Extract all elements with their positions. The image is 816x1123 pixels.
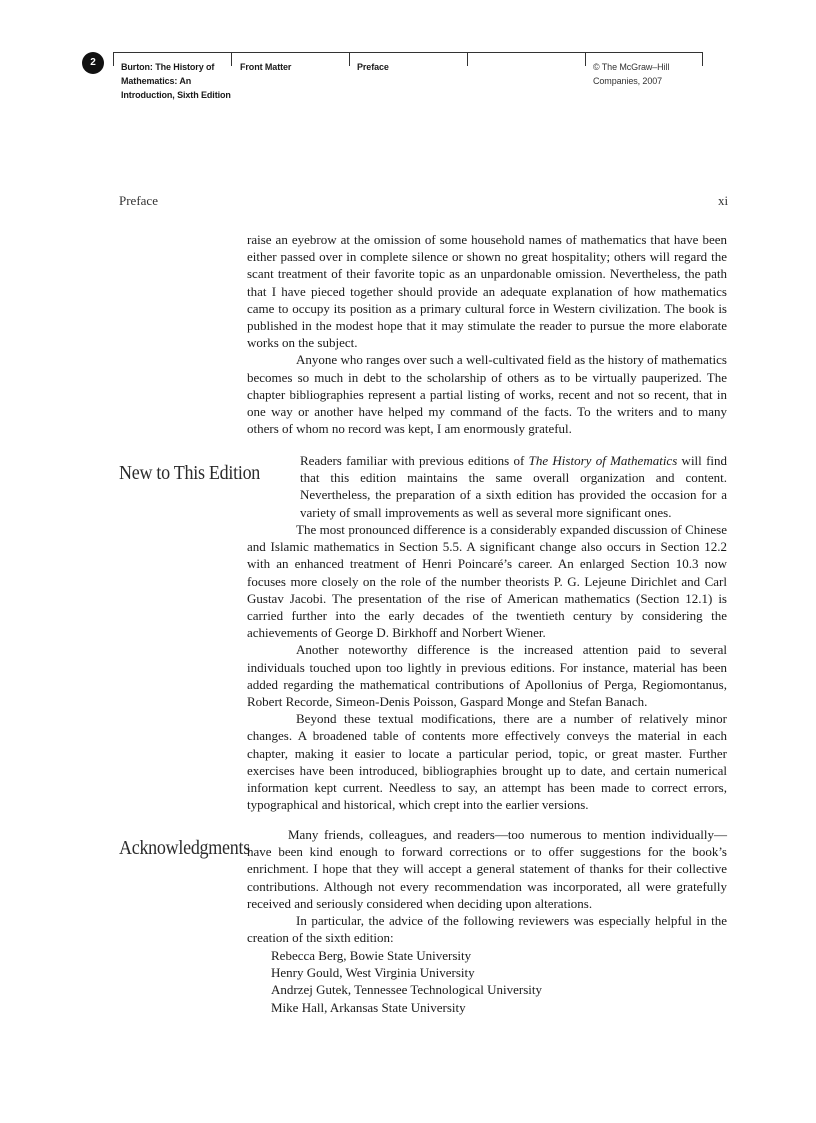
new-edition-lead <box>300 452 727 521</box>
section-heading-acknowledgments: Acknowledgments <box>119 837 250 859</box>
paragraph: Many friends, colleagues, and readers—too numerous to mention individually—have been kind enough to forward corrections or to offer suggestions for the book’s enrichment. I hope that they will accept a general statement of thanks for their collective contributions. Although not every recommendation was incorporated, all were gratefully received and seriously considered when deciding upon alterations. <box>247 827 727 911</box>
paragraph: In particular, the advice of the following reviewers was especially helpful in the creation of the sixth edition: <box>247 913 727 946</box>
paragraph: raise an eyebrow at the omission of some household names of mathematics that have been either passed over in complete silence or shown no great hospitality; others will regard the scant treatment of their favorite topic as an unpardonable omission. Nevertheless, the path that I have pieced together should provide an adequate explanation of how mathematics came to occupy its position as a primary cultural force in Western civilization. The book is published in the modest hope that it may stimulate the reader to pursue the more elaborate works on the subject. <box>247 232 727 351</box>
header-chapter: Preface <box>357 62 389 72</box>
list-item: Rebecca Berg, Bowie State University <box>271 948 472 963</box>
running-head-title: Preface <box>119 193 158 208</box>
page-number-badge: 2 <box>82 52 104 74</box>
paragraph: Another noteworthy difference is the increased attention paid to several individuals touched upon too lightly in previous editions. For instance, material has been added regarding the mathematical contributions of Apollonius of Perga, Regiomontanus, Robert Recorde, Simeon-Denis Poisson, Gaspard Monge and Stefan Banach. <box>247 642 727 710</box>
header-divider <box>231 52 232 66</box>
paragraph: Readers familiar with previous editions of The History of Mathematics will find that this edition maintains the same overall organization and content. Nevertheless, the preparation of a sixth edition has provided the occasion for a variety of small improvements as well as several more significant ones. <box>300 453 728 520</box>
list-item: Henry Gould, West Virginia University <box>271 965 475 981</box>
header-divider <box>113 52 114 66</box>
intro-text <box>247 231 727 437</box>
running-head-page: xi <box>718 193 729 208</box>
header-divider <box>585 52 586 66</box>
header-part: Front Matter <box>240 62 292 72</box>
header-copyright: © The McGraw–Hill Companies, 2007 <box>593 62 670 86</box>
acknowledgments-text <box>247 826 727 946</box>
new-edition-text <box>247 521 727 813</box>
header-book-title: Burton: The History of Mathematics: An Introduction, Sixth Edition <box>121 62 231 100</box>
header-divider <box>349 52 350 66</box>
paragraph: Anyone who ranges over such a well-cultivated field as the history of mathematics becomes so much in debt to the scholarship of others as to be virtually pauperized. The chapter bibliographies represent a partial listing of works, recent and not so recent, that in one way or another have helped my command of the facts. To the writers and to many others of whom no record was kept, I am enormously grateful. <box>247 352 727 437</box>
section-heading-new-edition: New to This Edition <box>119 462 261 484</box>
book-title-italic: The History of Mathematics <box>528 453 678 468</box>
paragraph: The most pronounced difference is a considerably expanded discussion of Chinese and Islamic mathematics in Section 5.5. A significant change also occurs in Section 12.2 with an enhanced treatment of Henri Poincaré’s career. An enlarged Section 10.3 now focuses more closely on the role of the number theorists P. G. Lejeune Dirichlet and Carl Gustav Jacobi. The presentation of the rise of American mathematics (Section 12.1) is carried further into the early decades of the twentieth century by considering the achievements of George D. Birkhoff and Norbert Wiener. <box>247 522 727 641</box>
reviewer-list <box>271 947 542 1016</box>
header-divider <box>467 52 468 66</box>
list-item: Andrzej Gutek, Tennessee Technological University <box>271 982 542 998</box>
header-divider <box>702 52 703 66</box>
publisher-header <box>0 52 816 112</box>
paragraph: Beyond these textual modifications, there are a number of relatively minor changes. A broadened table of contents more effectively conveys the material in each chapter, making it easier to locate a particular period, topic, or great master. Further exercises have been introduced, bibliographies brought up to date, and certain numerical information kept current. Needless to say, an attempt has been made to correct errors, typographical and historical, which crept into the earlier versions. <box>247 711 727 813</box>
header-top-rule <box>113 52 703 53</box>
list-item: Mike Hall, Arkansas State University <box>271 999 466 1015</box>
